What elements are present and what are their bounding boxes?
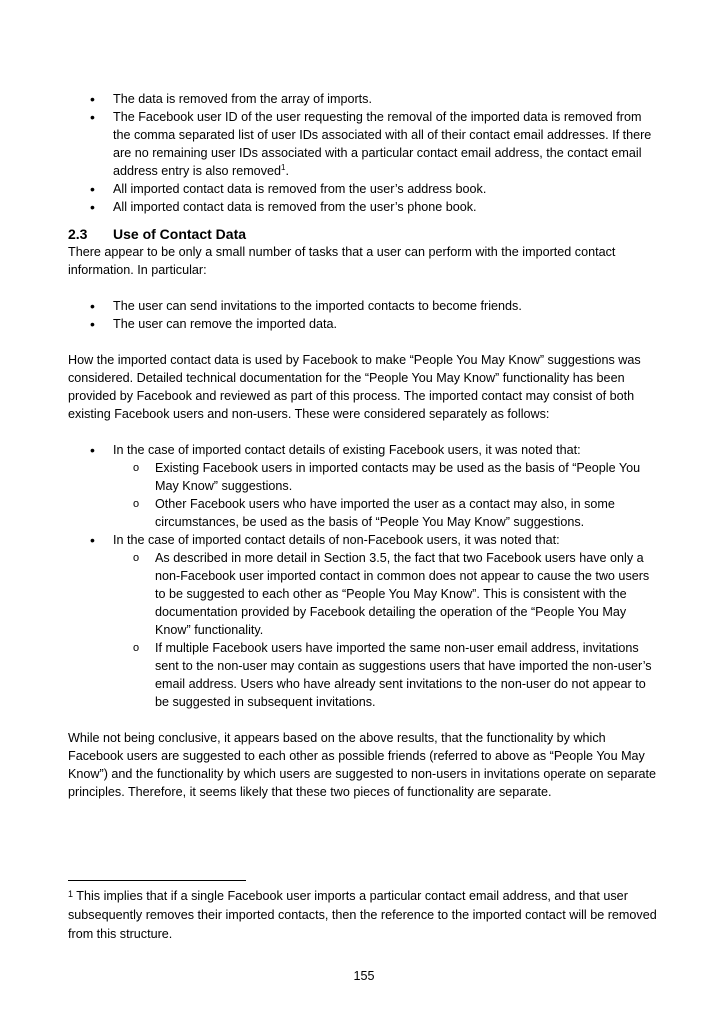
list-item: • In the case of imported contact details of non-Facebook users, it was noted that: o As described in more detail in Section 3.5, the fact that two Facebook users have only a non-Facebook user imported contact in common does not appear to cause the two users to be suggested to each other as “People You May Know”. This is consistent with the documentation provided by Facebook detailing the operation of the “People You May Know” functionality. o If multiple Facebook users have imported the same non-user email address, invitations sent to the non-user may contain as suggestions users that have imported the non-user’s email address. Users who have already sent invitations to the non-user do not appear to be suggested in subsequent invitations. bbox=[68, 531, 660, 711]
paragraph: How the imported contact data is used by Facebook to make “People You May Know” suggestions was considered. Detailed technical documentation for the “People You May Know” functionality has been provided by Facebook and reviewed as part of this process. The imported contact may consist of both existing Facebook users and non-users. These were considered separately as follows: bbox=[68, 353, 641, 421]
section-number: 2.3 bbox=[68, 226, 88, 242]
list-item: • All imported contact data is removed from the user’s address book. bbox=[68, 180, 660, 198]
sub-list bbox=[113, 459, 660, 531]
list-item: • The user can remove the imported data. bbox=[68, 315, 660, 333]
page-number: 155 bbox=[353, 969, 375, 983]
sub-list-item: o If multiple Facebook users have imported the same non-user email address, invitations sent to the non-user may contain as suggestions users that have imported the non-user’s email address. Users who have already sent invitations to the non-user do not appear to be suggested in subsequent invitations. bbox=[68, 639, 660, 711]
page-body bbox=[68, 90, 660, 801]
section-heading bbox=[68, 225, 660, 243]
tasks-list bbox=[68, 297, 660, 333]
sub-list-item: o Other Facebook users who have imported the user as a contact may also, in some circumstances, be used as the basis of “People You May Know” suggestions. bbox=[68, 495, 660, 531]
list-item: • In the case of imported contact details of existing Facebook users, it was noted that: o Existing Facebook users in imported contacts may be used as the basis of “People You May Know” suggestions. o Other Facebook users who have imported the user as a contact may also, in some circumstances, be used as the basis of “People You May Know” suggestions. bbox=[68, 441, 660, 531]
list-item: • The user can send invitations to the imported contacts to become friends. bbox=[68, 297, 660, 315]
sub-list-item: o Existing Facebook users in imported contacts may be used as the basis of “People You May Know” suggestions. bbox=[68, 459, 660, 495]
list-item: • The data is removed from the array of imports. bbox=[68, 90, 660, 108]
footnote-divider bbox=[68, 880, 246, 881]
cases-list bbox=[68, 441, 660, 711]
footnote-text: This implies that if a single Facebook user imports a particular contact email address, and that user subsequently removes their imported contacts, then the reference to the imported contact will be removed from this structure. bbox=[68, 889, 657, 941]
removal-steps-list bbox=[68, 90, 660, 216]
section-title: Use of Contact Data bbox=[113, 226, 247, 242]
footnote-reference[interactable]: 1 bbox=[281, 163, 286, 172]
footnote bbox=[68, 887, 660, 944]
footnote-marker: 1 bbox=[68, 889, 74, 899]
sub-list bbox=[113, 549, 660, 711]
list-item: • All imported contact data is removed from the user’s phone book. bbox=[68, 198, 660, 216]
sub-list-item: o As described in more detail in Section 3.5, the fact that two Facebook users have only a non-Facebook user imported contact in common does not appear to cause the two users to be suggested to each other as “People You May Know”. This is consistent with the documentation provided by Facebook detailing the operation of the “People You May Know” functionality. bbox=[68, 549, 660, 639]
list-item: • The Facebook user ID of the user requesting the removal of the imported data is removed from the comma separated list of user IDs associated with all of their contact email addresses. If there are no remaining user IDs associated with a particular contact email address, the contact email address entry is also removed$^1$. bbox=[68, 108, 660, 180]
section-intro: There appear to be only a small number of tasks that a user can perform with the imported contact information. In particular: bbox=[68, 245, 616, 277]
paragraph: While not being conclusive, it appears based on the above results, that the functionality by which Facebook users are suggested to each other as possible friends (referred to above as “People You May Know”) and the functionality by which users are suggested to non-users in invitations operate on separate principles. Therefore, it seems likely that these two pieces of functionality are separate. bbox=[68, 731, 657, 799]
